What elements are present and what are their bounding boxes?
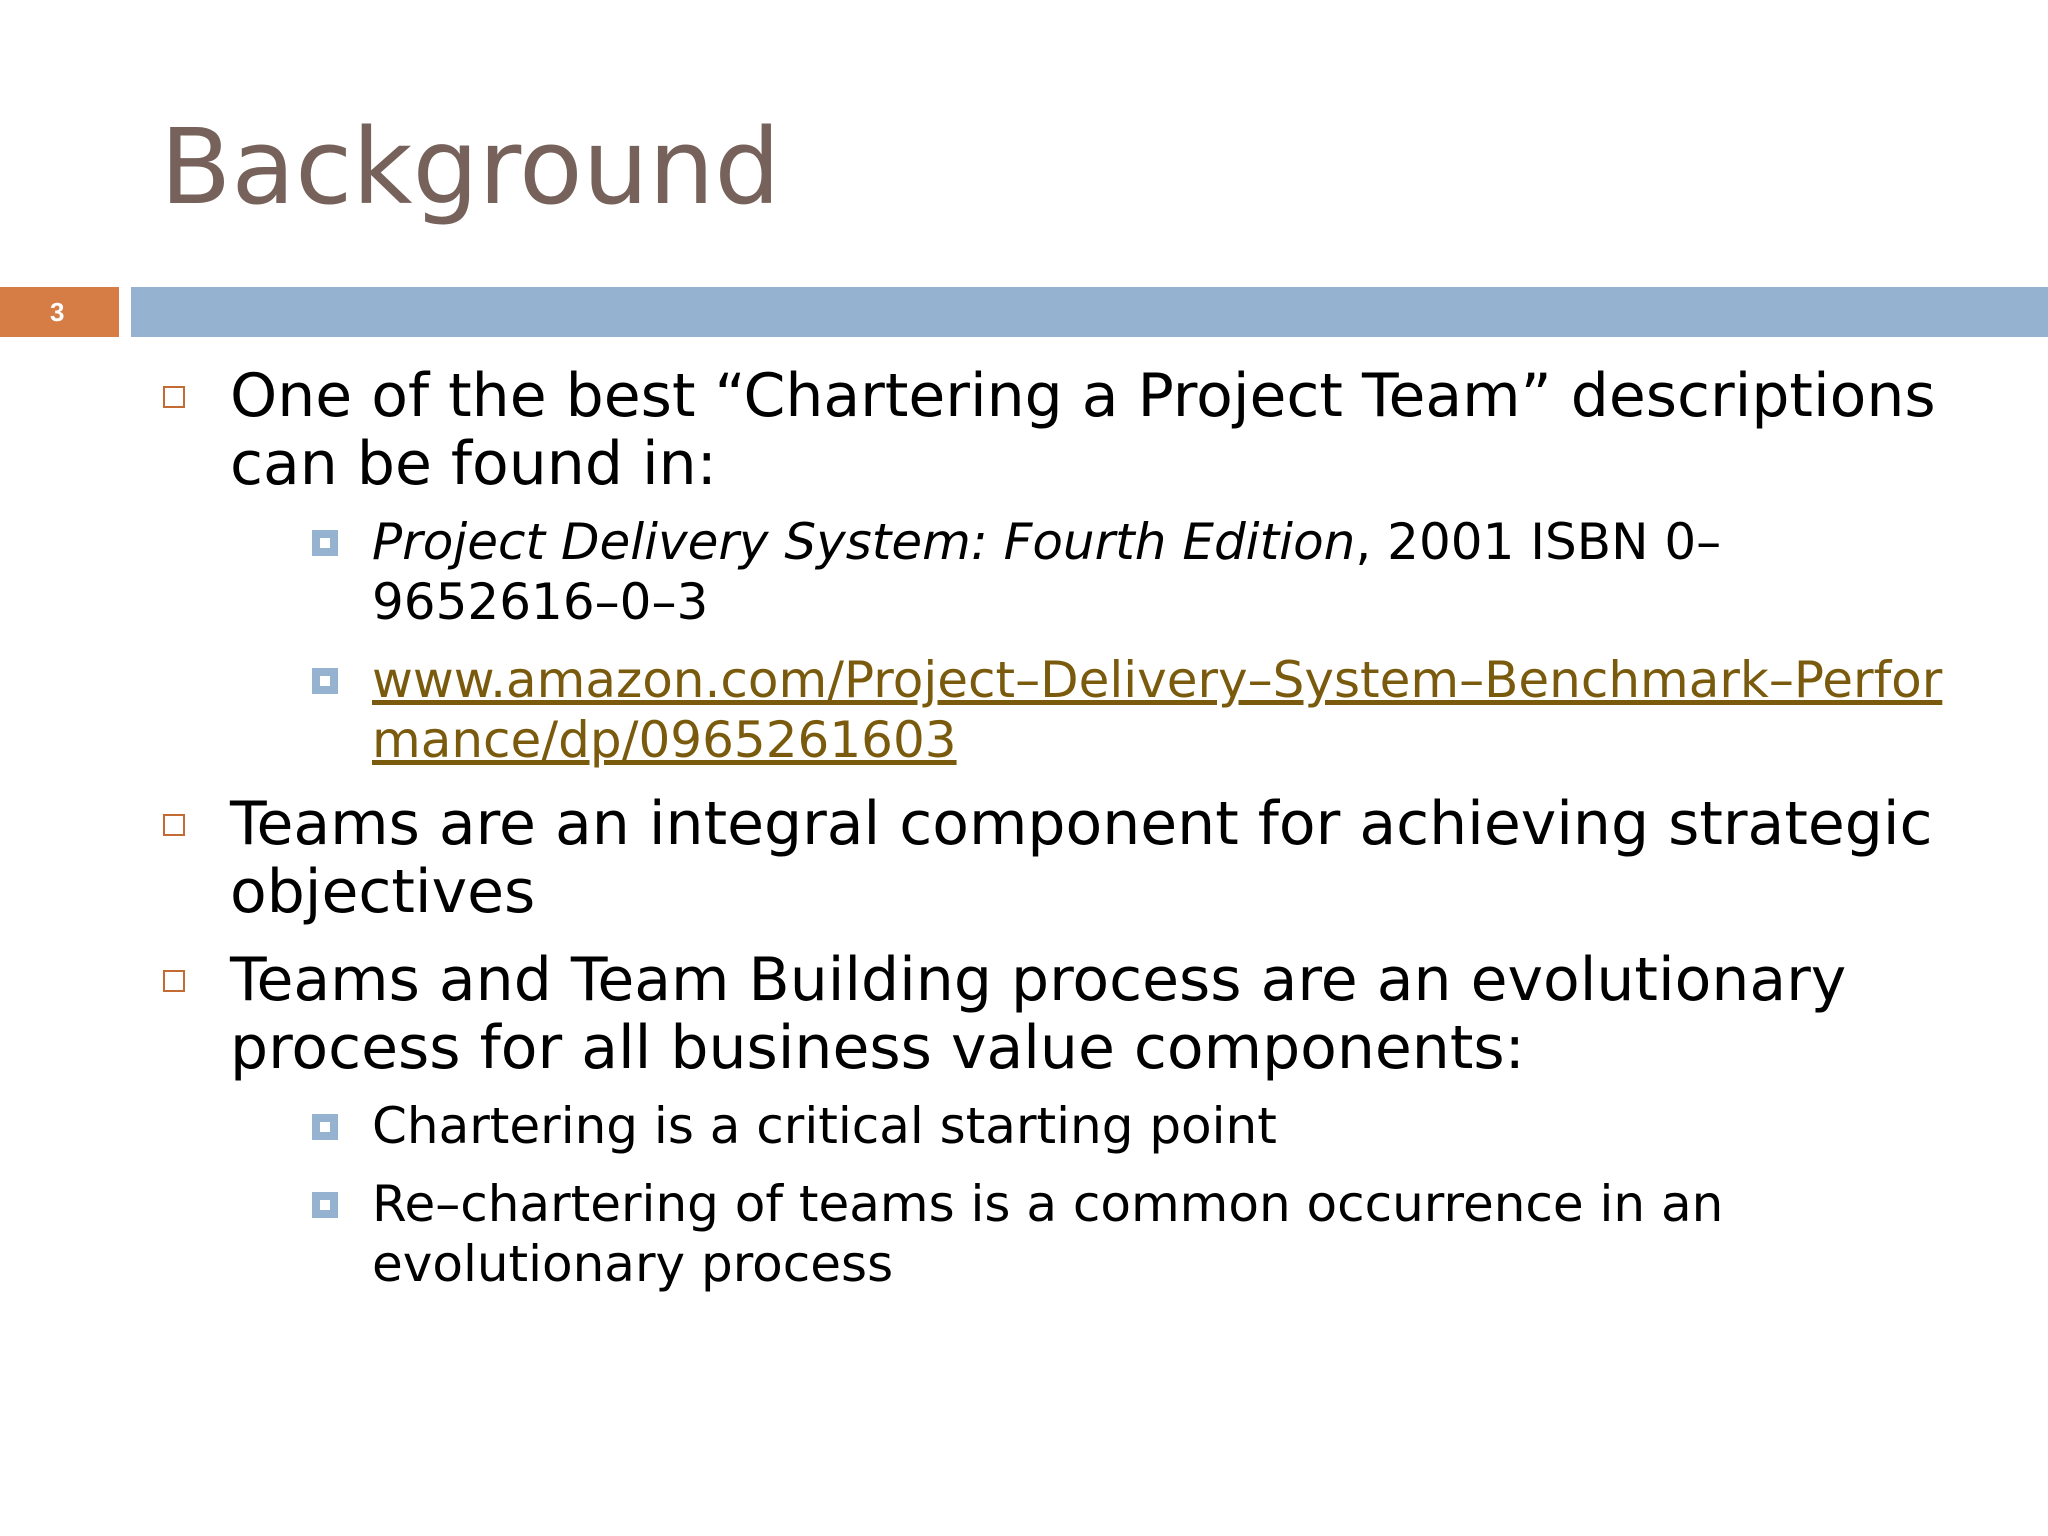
sub-list — [230, 1096, 1960, 1294]
square-bullet-icon — [312, 668, 338, 694]
hollow-square-bullet-icon — [163, 970, 185, 992]
bullet-text: Teams and Team Building process are an evolutionary process for all business value components: — [230, 945, 1847, 1083]
hollow-square-bullet-icon — [163, 814, 185, 836]
slide-number-badge: 3 — [0, 287, 119, 337]
slide-title: Background — [160, 106, 781, 228]
amazon-link[interactable]: www.amazon.com/Project–Delivery–System–Benchmark–Performance/dp/0965261603 — [372, 651, 1943, 769]
sub-bullet-item — [300, 1174, 1960, 1294]
sub-bullet-item — [300, 1096, 1960, 1156]
sub-bullet-item — [300, 650, 1960, 770]
bullet-text: Teams are an integral component for achieving strategic objectives — [230, 789, 1933, 927]
sub-list — [230, 512, 1960, 770]
sub-bullet-text: Chartering is a critical starting point — [372, 1097, 1277, 1155]
square-bullet-icon — [312, 1114, 338, 1140]
slide-body — [160, 362, 1960, 1314]
accent-bar — [131, 287, 2048, 337]
square-bullet-icon — [312, 1192, 338, 1218]
sub-bullet-text: Re–chartering of teams is a common occurrence in an evolutionary process — [372, 1175, 1724, 1293]
bullet-item — [160, 946, 1960, 1294]
book-title: Project Delivery System: Fourth Edition — [372, 513, 1356, 571]
book-details: , 2001 ISBN 0–9652616–0–3 — [372, 513, 1722, 631]
bullet-item — [160, 790, 1960, 926]
bullet-text: One of the best “Chartering a Project Team” descriptions can be found in: — [230, 361, 1936, 499]
hollow-square-bullet-icon — [163, 386, 185, 408]
square-bullet-icon — [312, 530, 338, 556]
sub-bullet-item — [300, 512, 1960, 632]
bullet-item — [160, 362, 1960, 770]
